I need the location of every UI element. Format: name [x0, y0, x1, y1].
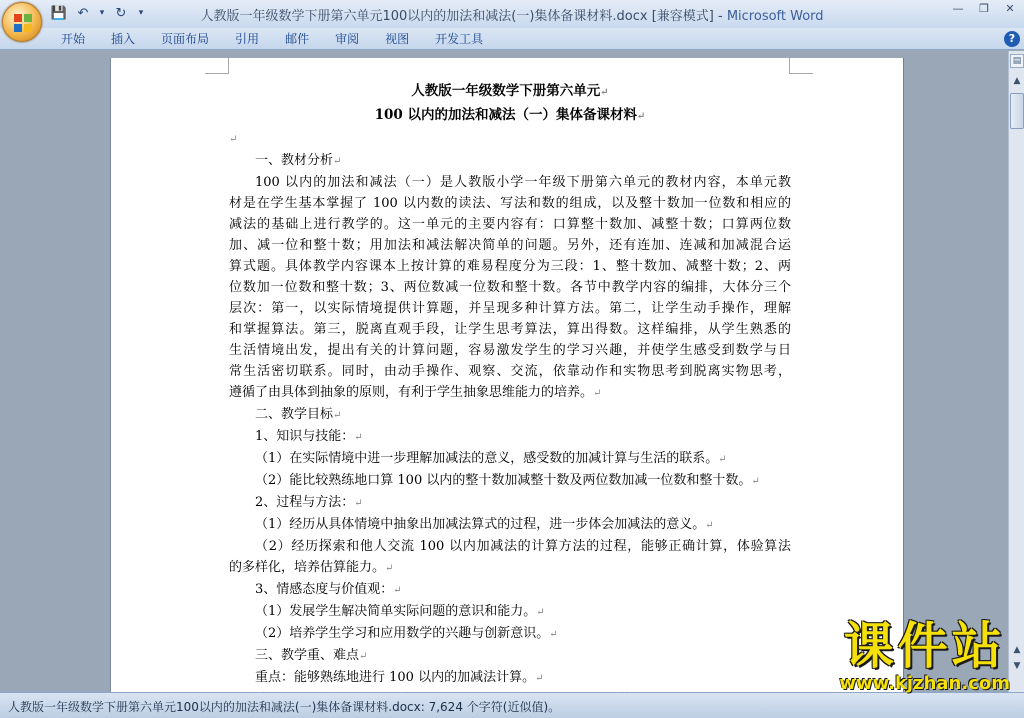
paragraph-line: 算式题。具体教学内容课本上按计算的难易程度分为三段：1、整十数加、减整十数；2、两 — [229, 259, 791, 274]
paragraph-line: （1）发展学生解决简单实际问题的意识和能力。↵ — [255, 604, 545, 619]
save-icon[interactable]: 💾 — [50, 5, 68, 21]
status-text: 人教版一年级数学下册第六单元100以内的加法和减法(一)集体备课材料.docx: 7,624 个字符(近似值)。 — [8, 700, 561, 714]
ribbon-tab-bar — [0, 28, 1024, 50]
window-controls — [950, 2, 1018, 16]
watermark-url: www.kjzhan.com — [839, 673, 1010, 694]
document-name: 人教版一年级数学下册第六单元100以内的加法和减法(一)集体备课材料.docx [兼容模式] — [200, 9, 714, 24]
paragraph-line: （2）培养学生学习和应用数学的兴趣与创新意识。↵ — [255, 626, 558, 641]
section-heading: 二、教学目标↵ — [255, 407, 342, 422]
paragraph-line: （1）在实际情境中进一步理解加减法的意义，感受数的加减计算与生活的联系。↵ — [255, 451, 727, 466]
status-bar — [0, 692, 1024, 718]
next-page-icon[interactable]: ▼ — [1013, 661, 1021, 671]
document-body[interactable] — [229, 80, 791, 692]
title-separator: - — [713, 9, 727, 24]
vertical-scrollbar[interactable] — [1008, 51, 1024, 692]
restore-button[interactable]: ❐ — [979, 2, 989, 15]
tab-page-layout[interactable]: 页面布局 — [161, 32, 210, 46]
paragraph-line: 100 以内的加法和减法（一）是人教版小学一年级下册第六单元的教材内容，本单元教 — [255, 175, 791, 190]
paragraph-line: 减法的基础上进行教学的。这一单元的主要内容有：口算整十数加、减整十数；口算两位数 — [229, 217, 791, 232]
paragraph-line: 1、知识与技能：↵ — [255, 429, 363, 444]
paragraph-line: 2、过程与方法：↵ — [255, 495, 363, 510]
paragraph-line: 常生活密切联系。同时，由动手操作、观察、交流，依靠动作和实物思考到脱离实物思考， — [229, 364, 791, 379]
paragraph-line: 遵循了由具体到抽象的原则，有利于学生抽象思维能力的培养。↵ — [229, 385, 602, 400]
window-title — [0, 5, 1024, 24]
section-heading: 一、教材分析↵ — [255, 153, 342, 168]
paragraph-line: 材是在学生基本掌握了 100 以内数的读法、写法和数的组成，以及整十数加一位数和相应的 — [229, 196, 791, 211]
tab-developer[interactable]: 开发工具 — [435, 32, 484, 46]
office-button[interactable] — [2, 2, 42, 42]
app-name: Microsoft Word — [726, 9, 824, 24]
help-icon[interactable]: ? — [1004, 31, 1020, 47]
tab-review[interactable]: 审阅 — [335, 32, 360, 46]
scroll-up-icon[interactable]: ▲ — [1013, 76, 1021, 86]
paragraph-line: （2）能比较熟练地口算 100 以内的整十数加减整十数及两位数加减一位数和整十数。↵ — [255, 473, 760, 488]
empty-paragraph: ↵ — [229, 134, 238, 145]
paragraph-line: 的多样化，培养估算能力。↵ — [229, 560, 394, 575]
paragraph-line: 加、减一位和整十数；用加法和减法解决简单的问题。另外，还有连加、连减和加减混合运 — [229, 238, 791, 253]
undo-dropdown-icon[interactable]: ▾ — [99, 8, 105, 18]
paragraph-line: （1）经历从具体情境中抽象出加减法算式的过程，进一步体会加减法的意义。↵ — [255, 517, 714, 532]
paragraph-line: 位数加一位数和整十数；3、两位数减一位数和整十数。各节中教学内容的编排，大体分三个 — [229, 280, 791, 295]
margin-mark-top-right — [789, 58, 813, 74]
minimize-button[interactable]: — — [952, 2, 964, 15]
section-heading: 三、教学重、难点↵ — [255, 648, 368, 663]
close-button[interactable]: ✕ — [1005, 2, 1015, 15]
tab-view[interactable]: 视图 — [385, 32, 410, 46]
doc-title-line-1: 人教版一年级数学下册第六单元↵ — [411, 83, 609, 99]
previous-page-icon[interactable]: ▲ — [1013, 645, 1021, 655]
scroll-thumb[interactable] — [1010, 93, 1024, 129]
paragraph-line: 生活情境出发，提出有关的计算问题，容易激发学生的学习兴趣，并使学生感受到数学与日 — [229, 343, 791, 358]
office-logo-icon — [13, 13, 33, 33]
paragraph-line: 和掌握算法。第三，脱离直观手段，让学生思考算法，算出得数。这样编排，从学生熟悉的 — [229, 322, 791, 337]
document-page[interactable] — [110, 58, 904, 692]
watermark-logo — [839, 618, 1010, 694]
redo-icon[interactable]: ↻ — [115, 5, 127, 21]
ruler-toggle-icon[interactable]: ▤ — [1010, 54, 1024, 68]
paragraph-line: 层次：第一，以实际情境提供计算题，并呈现多种计算方法。第二，让学生动手操作，理解 — [229, 301, 791, 316]
tab-insert[interactable]: 插入 — [111, 32, 136, 46]
document-area[interactable] — [0, 51, 1008, 692]
paragraph-line: 3、情感态度与价值观：↵ — [255, 582, 402, 597]
tab-references[interactable]: 引用 — [235, 32, 260, 46]
watermark-title: 课件站 — [843, 617, 1006, 675]
customize-qat-icon[interactable]: ▾ — [138, 8, 144, 18]
paragraph-line: 重点：能够熟练地进行 100 以内的加减法计算。↵ — [255, 670, 544, 685]
undo-icon[interactable]: ↶ — [77, 5, 89, 21]
paragraph-line: （2）经历探索和他人交流 100 以内加减法的计算方法的过程，能够正确计算，体验算法 — [255, 539, 791, 554]
title-bar — [0, 0, 1024, 28]
tab-mailings[interactable]: 邮件 — [285, 32, 310, 46]
margin-mark-top-left — [205, 58, 229, 74]
doc-title-line-2: 100 以内的加法和减法（一）集体备课材料↵ — [374, 107, 646, 123]
tab-home[interactable]: 开始 — [61, 32, 86, 46]
